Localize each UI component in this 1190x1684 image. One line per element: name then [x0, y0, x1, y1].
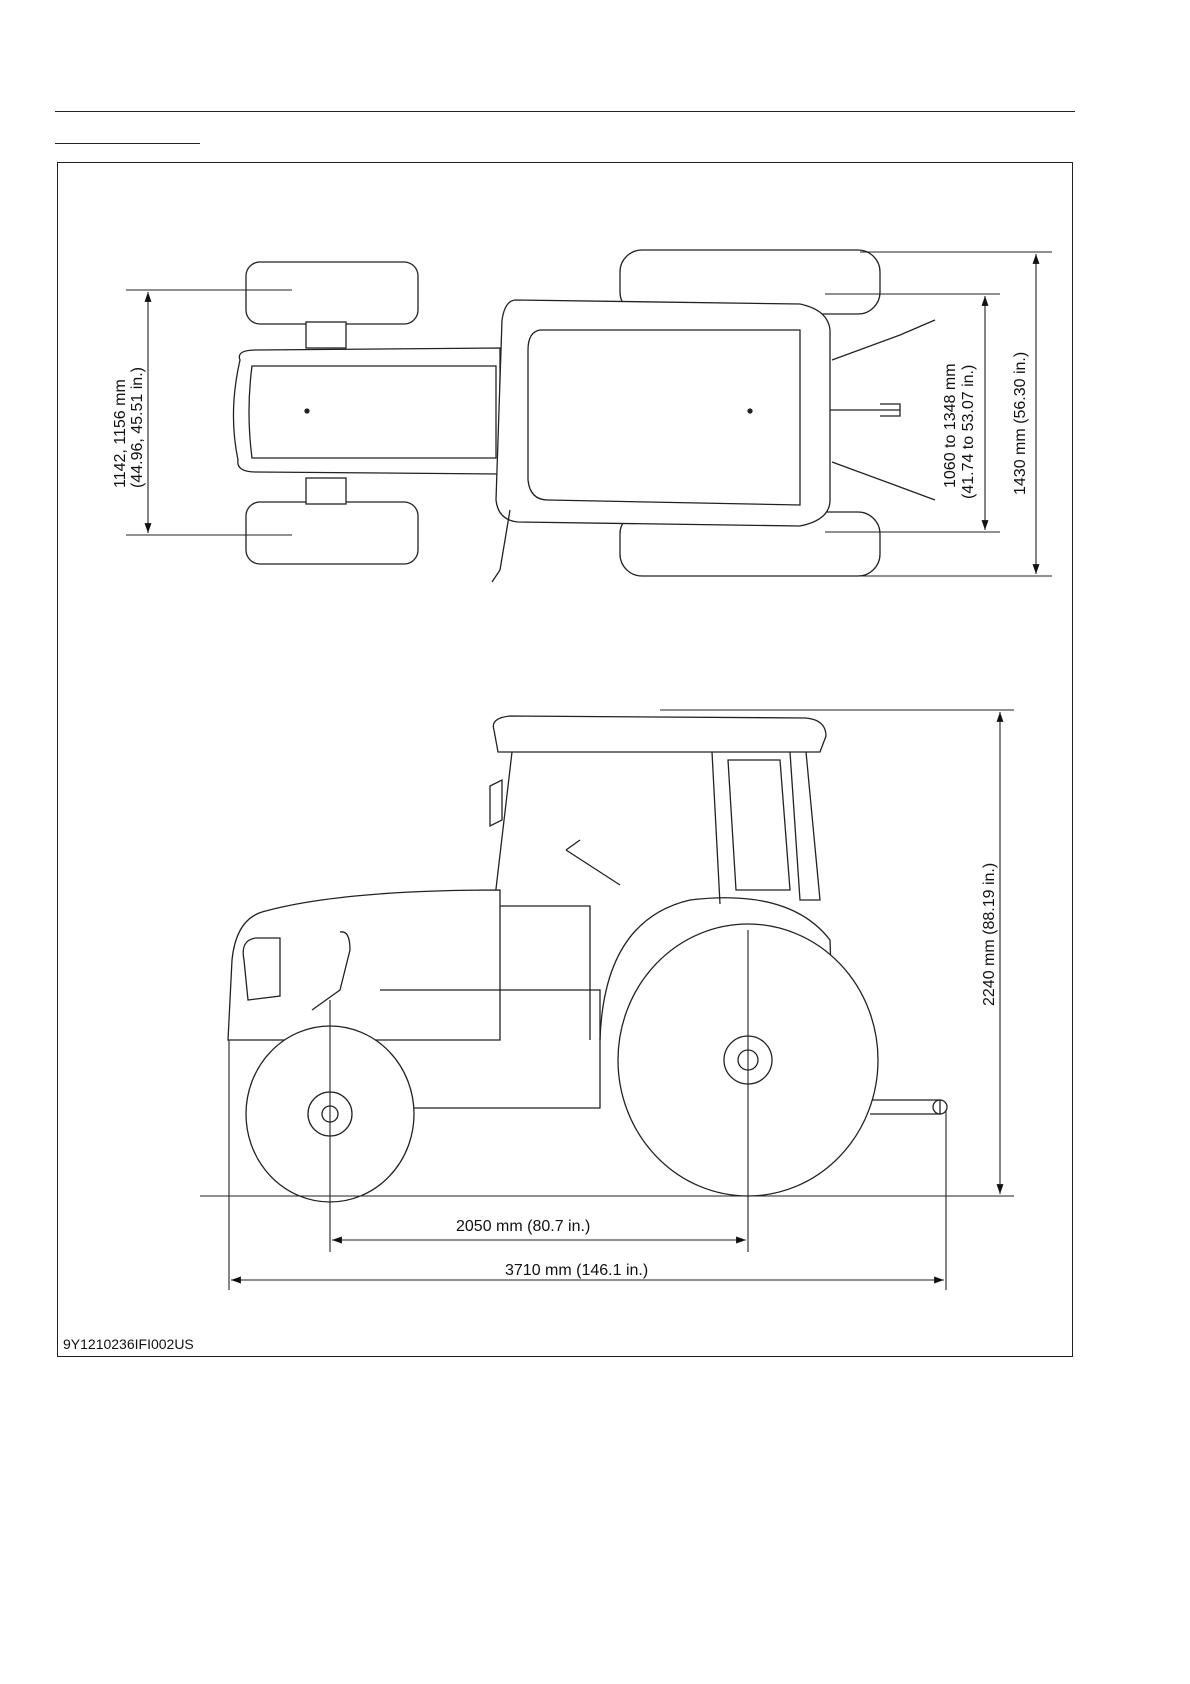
front-right-tire [246, 502, 418, 564]
overall-width-label: 1430 mm (56.30 in.) [1012, 351, 1029, 495]
cab-roof [493, 716, 826, 752]
overall-length-label: 3710 mm (146.1 in.) [505, 1262, 649, 1279]
front-tread-label-in: (44.96, 45.51 in.) [129, 367, 146, 488]
hood-side [228, 890, 500, 1040]
front-tread-label: 1142, 1156 mm [112, 379, 129, 488]
front-left-tire [246, 262, 418, 324]
rear-tread-label-in: (41.74 to 53.07 in.) [960, 364, 977, 499]
cab-roof-top [496, 300, 830, 526]
rear-tread-label: 1060 to 1348 mm [942, 363, 959, 488]
side-view [228, 716, 947, 1202]
wheelbase-label: 2050 mm (80.7 in.) [456, 1218, 591, 1235]
overall-height-label: 2240 mm (88.19 in.) [981, 862, 998, 1006]
hood-top [233, 348, 500, 474]
figure-code: 9Y1210236IFI002US [63, 1336, 194, 1352]
